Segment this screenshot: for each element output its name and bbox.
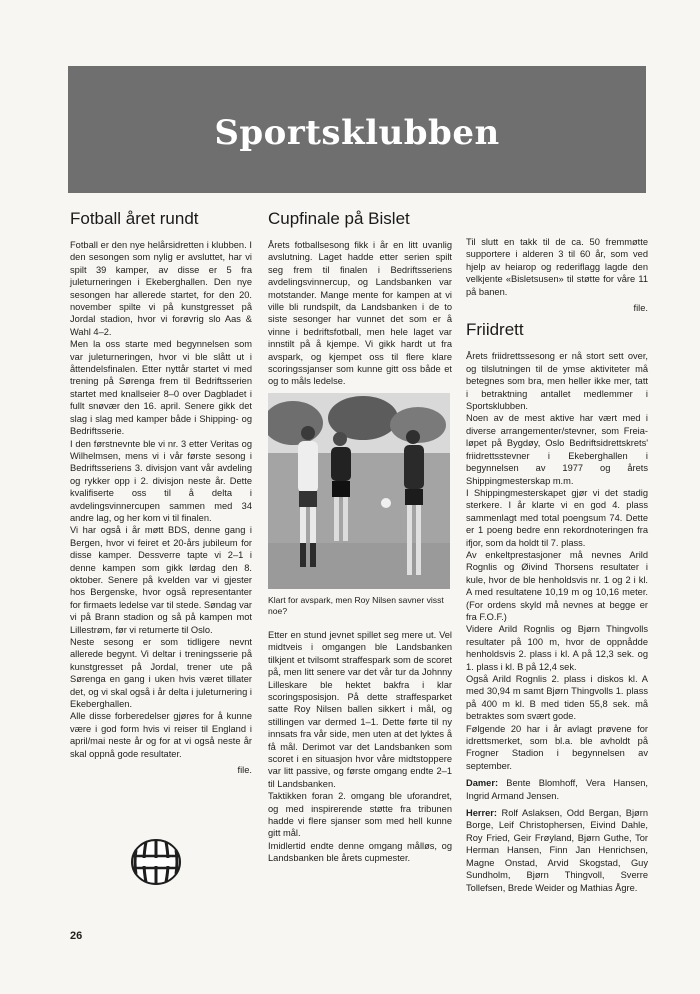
match-photo <box>268 393 450 589</box>
men-list <box>466 807 648 894</box>
article-paragraph: Men la oss starte med begynnelsen som var juleturneringen, hvor vi ble slått ut i åttendelsfinalen. Etter nyttår startet vi med trening på Sørenga frem til Bedriftsserien startet med knallseier 8–0 over Dagbladet i fullt snøvær den 16. april. Senere gikk det slag i slag med kamper både i Shipping- og Bedriftsserie. <box>70 339 252 437</box>
article-paragraph: I den førstnevnte ble vi nr. 3 etter Veritas og Wilhelmsen, mens vi i vår første sesong i Bedriftsseriens 3. divisjon vant vår avdeling og rykker opp i 2. divisjon neste år. Dette kvalifiserte oss til å delta i avdelingsvinnercupen sammen med 34 andre lag, og her kom vi til finalen. <box>70 438 252 523</box>
photo-caption: Klart for avspark, men Roy Nilsen savner visst noe? <box>268 594 444 616</box>
column-cupfinal <box>268 208 452 865</box>
men-label: Herrer: <box>466 808 498 819</box>
football-icon <box>130 838 182 891</box>
women-label: Damer: <box>466 778 499 789</box>
column-athletics <box>466 236 648 894</box>
heading-cupfinal: Cupfinale på Bislet <box>268 209 410 228</box>
page-number: 26 <box>70 930 83 942</box>
article-paragraph: Årets friidrettssesong er nå stort sett over, og tilslutningen til de ymse aktiviteter må betegnes som bra, men heller ikke mer, tatt i betraktning antallet medlemmer i Sportsklubben. <box>466 351 648 412</box>
article-paragraph: Årets fotballsesong fikk i år en litt uvanlig avslutning. Laget hadde etter serien spilt seg frem til finalen i Bedriftsseriens avdelingsvinnercup, og Landsbanken var motstander. Mange mente for kampen at vi ville bli rundspilt, da Landsbanken i de to siste sesonger har vunnet det som er å vinne i bedriftsfotball, men hele laget var innstilt på å kjempe. Vi gikk hardt ut fra avspark, og kjempet oss til flere klare scoringssjanser som kunne gitt oss både et og to måls ledelse. <box>268 240 452 387</box>
article-paragraph: Til slutt en takk til de ca. 50 fremmøtte supportere i alderen 3 til 60 år, som ved hjelp av heiarop og rederiflagg lagde den velkjente «Bisletsusen» til støtte for våre 11 på banen. <box>466 237 648 297</box>
article-paragraph: Av enkeltprestasjoner må nevnes Arild Rognlis og Øivind Thorsens resultater i kule, hvor de ble henholdsvis nr. 1 og 2 i kl. A med resultatene 10,19 m og 10,16 meter. (For ordens skyld må nevnes at begge er fra F.O.F.) <box>466 549 648 622</box>
page-banner <box>68 66 646 193</box>
article-paragraph: I Shippingmesterskapet gjør vi det stadig sterkere. I år klarte vi en god 4. plass sammenlagt med total poengsum 74. Dette er 1 poeng bedre enn rekordnoteringen fra ifjor, som da holdt til 7. plass. <box>466 487 648 548</box>
article-paragraph: Videre Arild Rognlis og Bjørn Thingvolls resultater på 100 m, hvor de oppnådde henholdsvis 2. plass i kl. A på 12,3 sek. og 1. plass i kl. B på 12,4 sek. <box>466 624 648 672</box>
author-signature: file. <box>633 303 648 314</box>
article-paragraph: Fotball er den nye helårsidretten i klubben. I den sesongen som nylig er avsluttet, har vi spilt 39 kamper, av disse er 5 fra juleturneringen i Ekeberghallen. Den nye sesongen har allerede startet, for den 20. november spilte vi på kunstgresset på Jordal stadion, hvor vi forøvrig slo Aas & Wahl 4–2. <box>70 240 252 337</box>
women-list <box>466 777 648 802</box>
author-signature: file. <box>237 765 252 776</box>
article-paragraph: Alle disse forberedelser gjøres for å kunne være i god form hvis vi reiser til England i april/mai neste år og for at vi også neste år skal oppnå gode resultater. <box>70 711 252 759</box>
article-paragraph: Neste sesong er som tidligere nevnt allerede begynt. Vi deltar i treningsserie på kunstgresset på Jordal, trener ute på Sørenga en gang i uken hvis været tillater det, og vi skal også i år delta i juleturnering i Ekeberghallen. <box>70 637 252 710</box>
article-paragraph: Også Arild Rognlis 2. plass i diskos kl. A med 30,94 m samt Bjørn Thingvolls 1. plass på 400 m kl. B med tiden 55,8 sek. må betraktes som svært gode. <box>466 674 648 722</box>
heading-football: Fotball året rundt <box>70 209 199 228</box>
article-paragraph: Imidlertid endte denne omgang målløs, og Landsbanken ble årets cupmester. <box>268 840 452 864</box>
women-names: Bente Blomhoff, Vera Hansen, Ingrid Armand Jensen. <box>466 778 648 801</box>
column-football <box>70 208 252 776</box>
article-paragraph: Etter en stund jevnet spillet seg mere ut. Vel midtveis i omgangen ble Landsbanken tilkjent et tvilsomt straffespark som de scoret på, men litt senere var det vår tur da Johnny Lilleskare ble hektet bakfra i klar scoringsposisjon. På dette straffesparket satte Roy Nilsen ballen sikkert i mål, og stillingen var dermed 1–1. Dette førte til ny innsats fra vår side, men uten at det lyktes å få mål. Derimot var det Landsbanken som scoret i en situasjon hvor våre midtstoppere var litt passive, og første omgang endte 2–1 til Landsbanken. <box>268 629 452 789</box>
men-names: Rolf Aslaksen, Odd Bergan, Bjørn Borge, Leif Christophersen, Eivind Dahle, Roy Fried, Geir Frøyland, Bjørn Guthe, Tor Herman Hansen, Finn Jan Henrichsen, Magne Onstad, Arvid Skogstad, Guy Sundholm, Bjørn Thingvoll, Sverre Tollefsen, Brede Weider og Mathias Ågre. <box>466 808 648 893</box>
article-paragraph: Noen av de mest aktive har vært med i diverse arrangementer/stevner, som Freia-løpet på Bygdøy, Oslo Bedriftsidrettskrets' friidrettsstevner i Ekeberghallen i begynnelsen av 1977 og årets Shippingmesterskap m.m. <box>466 413 648 486</box>
banner-title: Sportsklubben <box>214 112 500 153</box>
article-paragraph: Taktikken foran 2. omgang ble uforandret, og med inspirerende støtte fra tribunen hadde vi flere sjanser som med hell kunne gitt mål. <box>268 791 452 839</box>
heading-athletics: Friidrett <box>466 320 524 340</box>
article-paragraph: Følgende 20 har i år avlagt prøvene for idrettsmerket, som bl.a. ble avholdt på Frogner Stadion i begynnelsen av september. <box>466 723 648 771</box>
article-paragraph: Vi har også i år møtt BDS, denne gang i Bergen, hvor vi feiret et 20-års jubileum for disse kamper. Dessverre tapte vi 2–1 i denne kampen som gikk lørdag den 8. oktober. Senere på kvelden var vi gjester hos Bergenske, hvor også representanter for firmaets ledelse var til stede. Søndag var vi på Brann stadion og så på kampen mot Lillestrøm, før vi returnerte til Oslo. <box>70 525 252 635</box>
